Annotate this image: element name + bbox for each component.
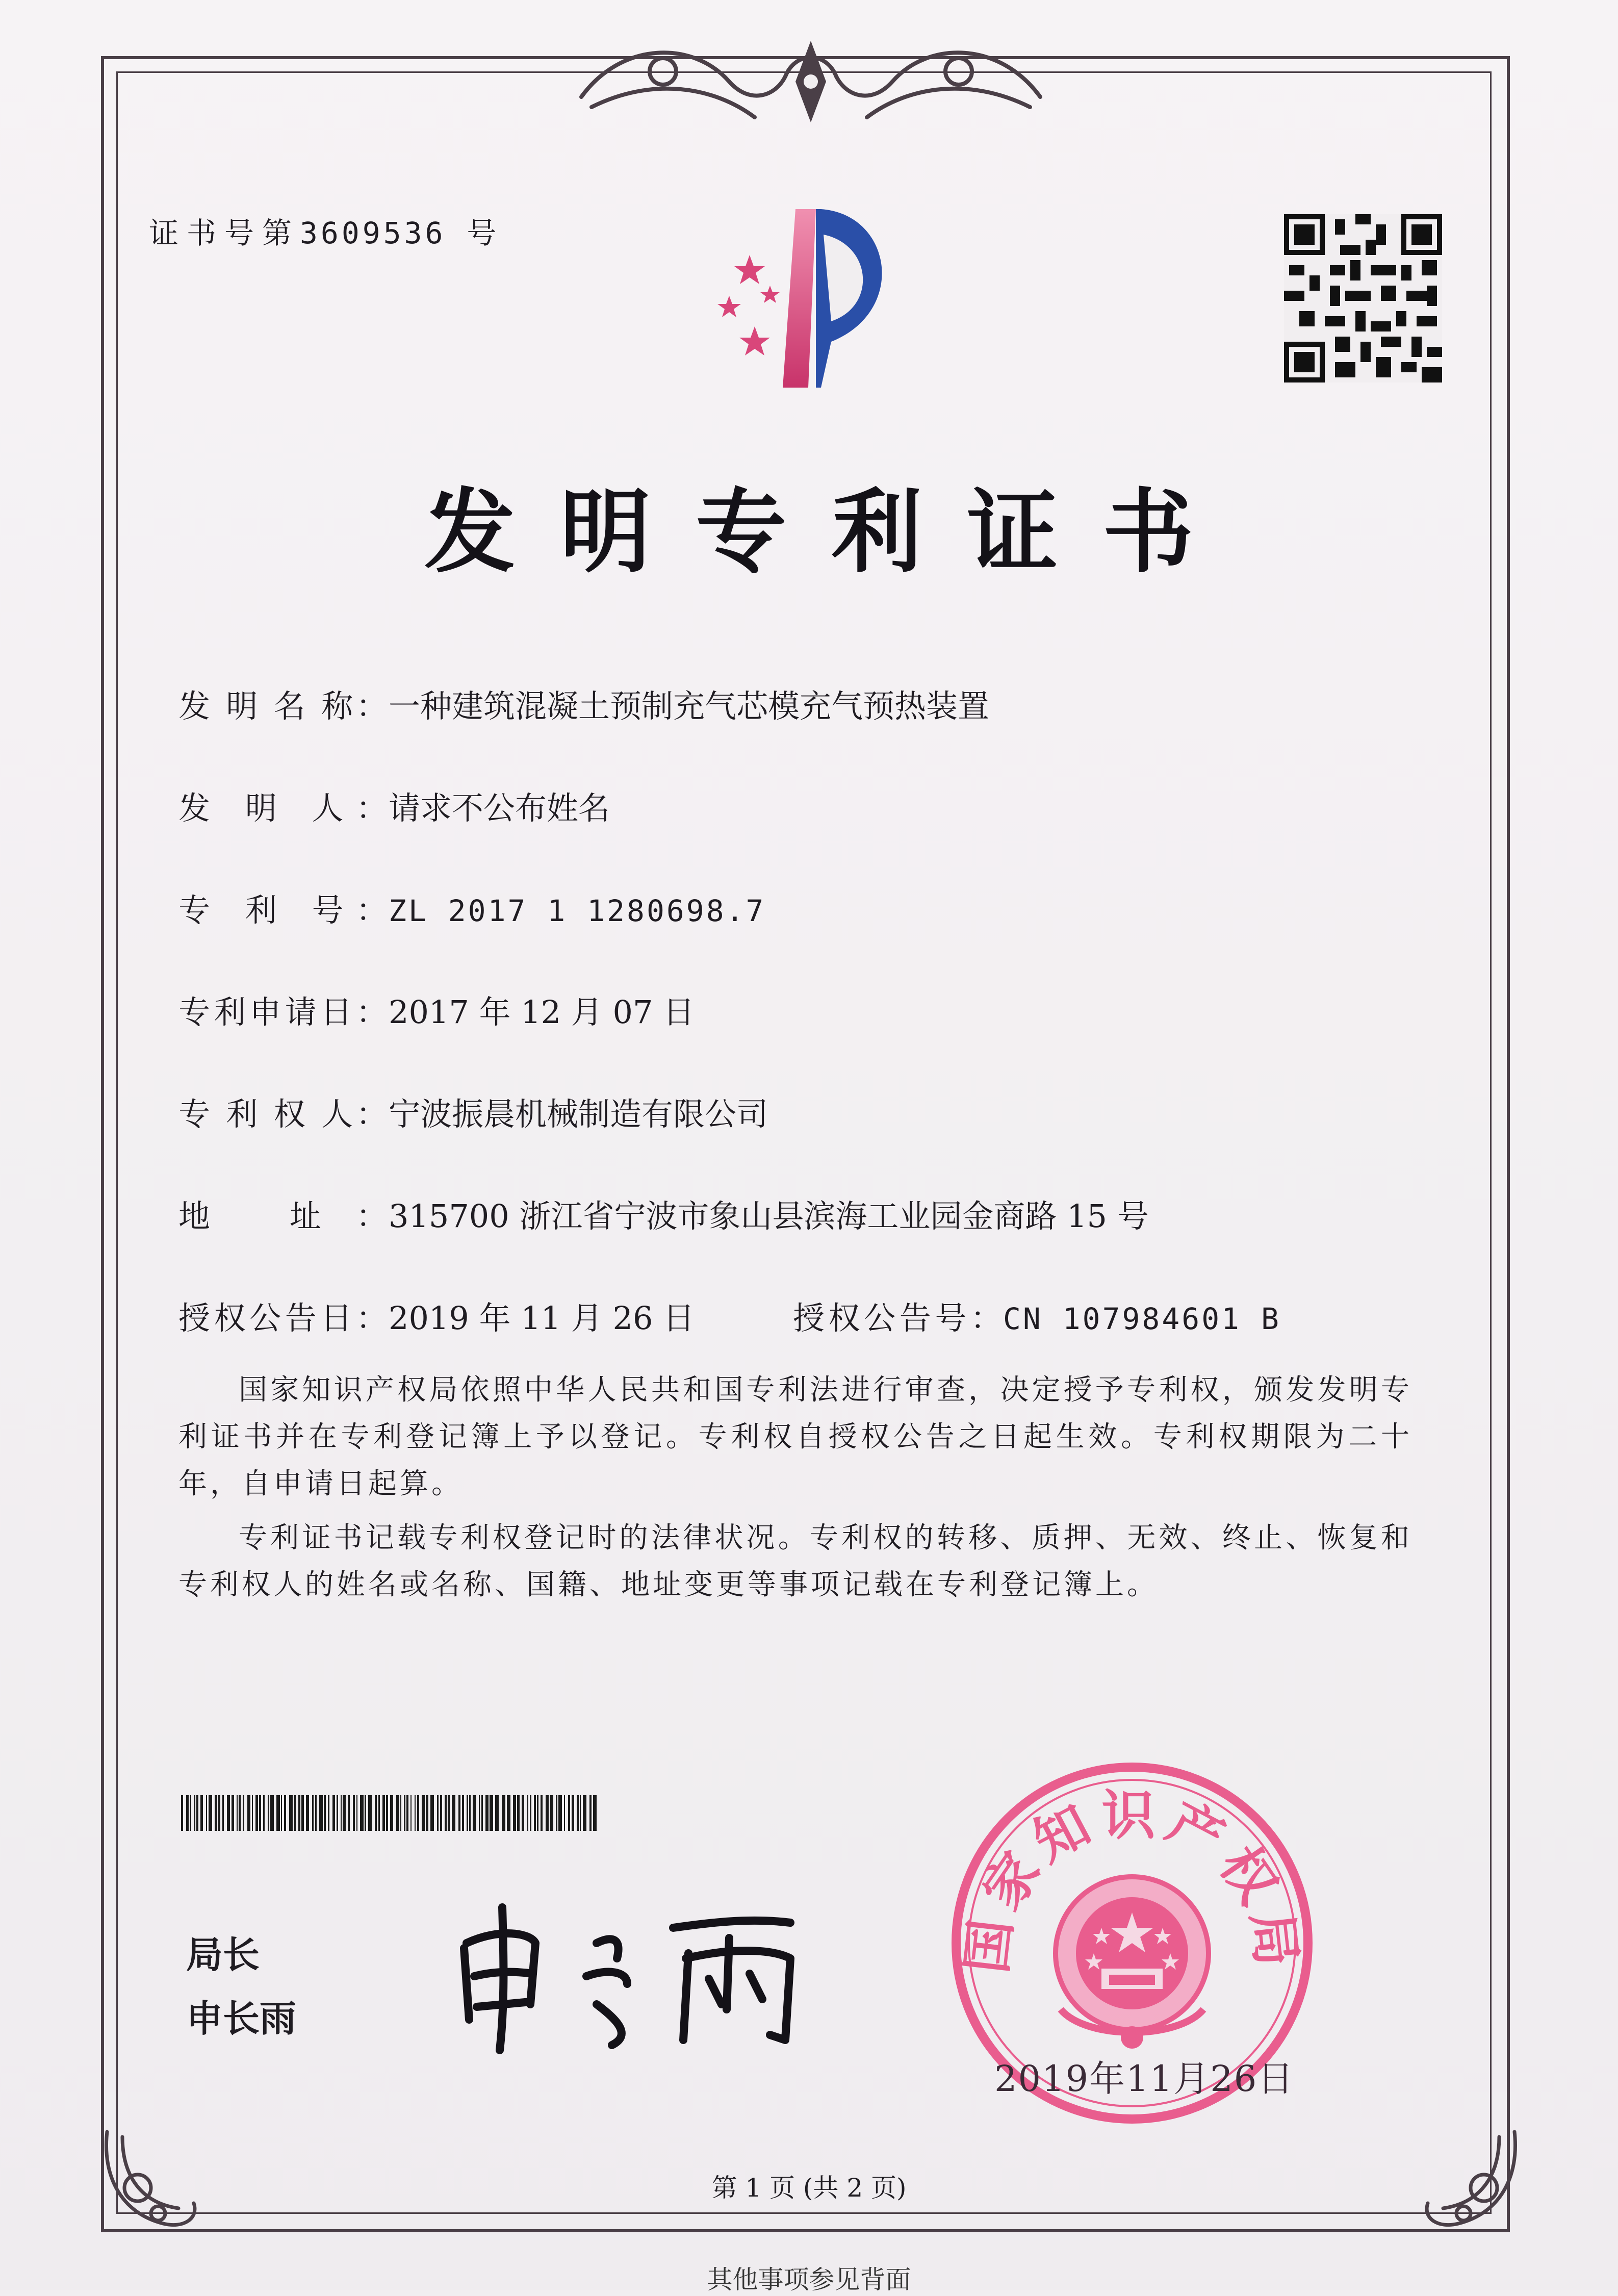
field-label: 发 明 人： [178, 789, 389, 827]
field-patentee [178, 1089, 768, 1134]
field-value: 2019 年 11 月 26 日 [389, 1299, 695, 1337]
field-invention-name [178, 681, 989, 726]
statement-paragraph: 专利证书记载专利权登记时的法律状况。专利权的转移、质押、无效、终止、恢复和专利权人的姓名或名称、国籍、地址变更等事项记载在专利登记簿上。 [178, 1521, 1412, 1601]
field-value: ZL 2017 1 1280698.7 [389, 894, 766, 928]
seal-issue-date: 2019年11月26日 [994, 2058, 1295, 2100]
field-value: 宁波振晨机械制造有限公司 [389, 1095, 768, 1133]
certificate-number-label: 证书号第 [149, 216, 300, 250]
svg-text:国家知识产权局: 国家知识产权局 [954, 1783, 1310, 1977]
barcode-icon [181, 1795, 599, 1831]
field-inventor [178, 783, 610, 828]
field-value: 一种建筑混凝土预制充气芯模充气预热装置 [389, 687, 990, 725]
cnipa-logo-icon [668, 194, 933, 398]
field-label: 授权公告号： [793, 1299, 1003, 1337]
certificate-number-value: 3609536 [300, 216, 446, 250]
handwritten-signature-icon [444, 1887, 811, 2055]
field-value: 请求不公布姓名 [389, 789, 610, 827]
certificate-number [149, 209, 504, 252]
director-title: 局长 [186, 1933, 260, 1976]
field-label: 发 明 名 称： [178, 687, 389, 725]
field-label: 授权公告日： [178, 1299, 389, 1337]
field-grant-number [793, 1293, 1281, 1338]
field-value: CN 107984601 B [1003, 1302, 1281, 1336]
field-application-date [178, 987, 695, 1032]
director-name: 申长雨 [186, 1997, 297, 2040]
field-value: 315700 浙江省宁波市象山县滨海工业园金商路 15 号 [389, 1197, 1149, 1235]
top-ornament-icon [561, 20, 1061, 138]
field-label: 专 利 权 人： [178, 1095, 389, 1133]
document-title: 发明专利证书 [424, 478, 1239, 585]
field-patent-number [178, 885, 765, 930]
field-value: 2017 年 12 月 07 日 [389, 993, 695, 1031]
page-indicator: 第 1 页 (共 2 页) [711, 2173, 907, 2203]
statement-paragraph: 国家知识产权局依照中华人民共和国专利法进行审查，决定授予专利权，颁发发明专利证书并在专利登记簿上予以登记。专利权自授权公告之日起生效。专利权期限为二十年，自申请日起算。 [178, 1373, 1412, 1500]
field-label: 专 利 号： [178, 891, 389, 929]
field-label: 地 址： [178, 1197, 389, 1235]
qr-code-icon [1284, 214, 1442, 382]
field-grant-date [178, 1293, 695, 1338]
footer-note: 其他事项参见背面 [707, 2265, 911, 2294]
field-label: 专利申请日： [178, 993, 389, 1031]
certificate-number-suffix: 号 [467, 216, 505, 250]
field-address [178, 1191, 1149, 1236]
